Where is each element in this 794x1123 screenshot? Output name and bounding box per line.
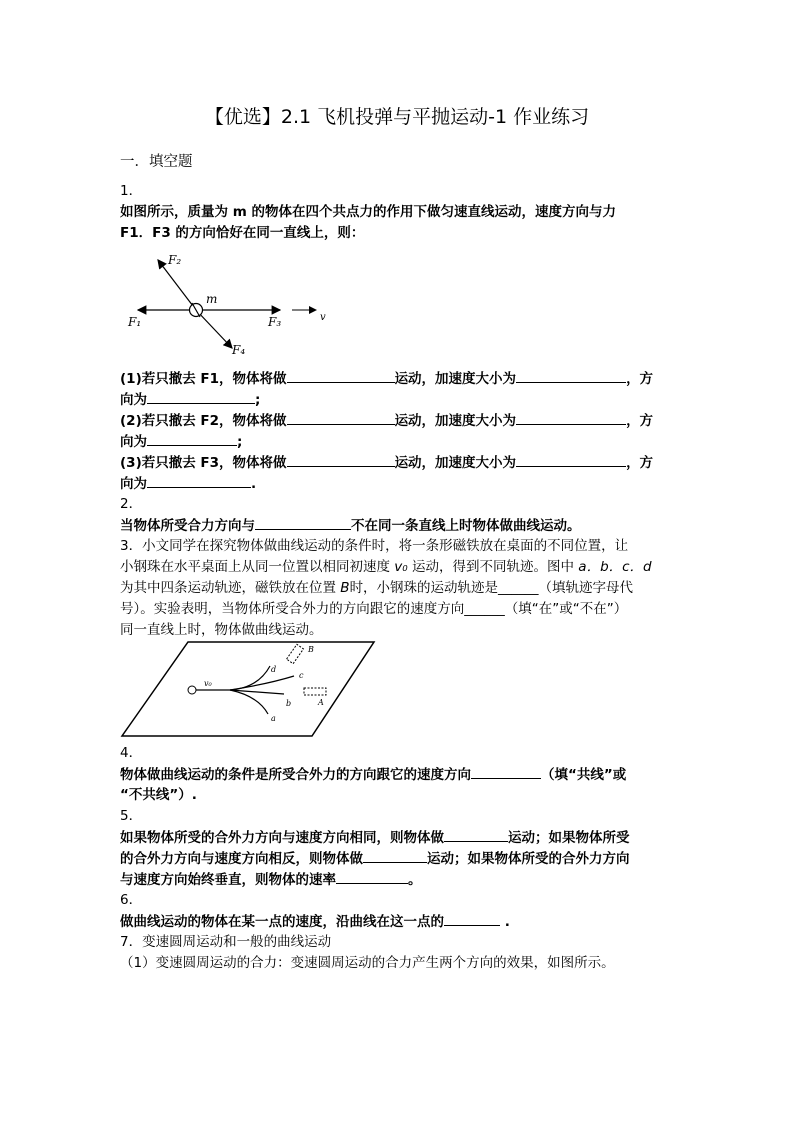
q4-blank[interactable] xyxy=(471,764,541,779)
q2-text-b: 不在同一条直线上时物体做曲线运动。 xyxy=(351,518,581,534)
q1-part3-line2 xyxy=(120,473,256,495)
q5-line2 xyxy=(120,848,630,870)
q5-line3 xyxy=(120,869,422,891)
q5-l2-text-b: 运动；如果物体所受的合外力方向 xyxy=(427,851,630,867)
q1-p1-text-c: ，方 xyxy=(626,371,654,387)
q4-number: 4． xyxy=(120,745,143,761)
q1-p1-blank-motion[interactable] xyxy=(287,368,395,383)
q3-line2-text-b: 运动，得到不同轨迹。图中 xyxy=(407,559,579,575)
q1-p2-text-d: 向为 xyxy=(120,434,147,450)
q3-line3-text-b: 时，小钢珠的运动轨迹是______（填轨迹字母代 xyxy=(349,580,634,596)
q1-p3-text-e: . xyxy=(251,476,257,492)
q1-number: 1． xyxy=(120,183,143,199)
q1-part2-line1 xyxy=(120,410,653,432)
q1-force-diagram xyxy=(120,248,340,360)
q1-fig-velocity-label: v xyxy=(320,312,326,323)
q1-p3-text-d: 向为 xyxy=(120,476,147,492)
q3-fig-pos-b-label: B xyxy=(308,645,314,654)
q1-p2-blank-motion[interactable] xyxy=(287,410,395,425)
q1-p2-text-c: ，方 xyxy=(626,413,654,429)
q2-text xyxy=(120,515,581,537)
q1-part3-line1 xyxy=(120,452,653,474)
q5-l2-text-a: 的合外力方向与速度方向相反，则物体做 xyxy=(120,851,363,867)
q3-line1: 3．小文同学在探究物体做曲线运动的条件时，将一条形磁铁放在桌面的不同位置，让 xyxy=(120,538,629,554)
q3-line2-v0: v₀ xyxy=(394,559,408,575)
q5-l3-text-b: 。 xyxy=(408,872,422,888)
q3-fig-pos-a-label: A xyxy=(318,698,324,707)
q1-fig-f1-label: F₁ xyxy=(128,315,142,329)
q5-number: 5． xyxy=(120,808,143,824)
q3-line3-text-a: 为其中四条运动轨迹，磁铁放在位置 xyxy=(120,580,341,596)
section-heading: 一．填空题 xyxy=(120,154,193,170)
q2-text-a: 当物体所受合力方向与 xyxy=(120,518,255,534)
q6-text-a: 做曲线运动的物体在某一点的速度，沿曲线在这一点的 xyxy=(120,914,444,930)
q1-p2-text-a: (2)若只撤去 F2，物体将做 xyxy=(120,413,287,429)
q4-text-a: 物体做曲线运动的条件是所受合外力的方向跟它的速度方向 xyxy=(120,767,471,783)
page-title: 【优选】2.1 飞机投弹与平抛运动-1 作业练习 xyxy=(204,106,590,128)
q3-line4: 号）。实验表明，当物体所受合外力的方向跟它的速度方向______（填“在”或“不在”） xyxy=(120,601,628,617)
q1-p2-blank-accel[interactable] xyxy=(516,410,626,425)
q1-p1-blank-accel[interactable] xyxy=(516,368,626,383)
q1-part1-line2 xyxy=(120,389,260,411)
q1-p2-text-b: 运动，加速度大小为 xyxy=(394,413,517,429)
q1-p3-blank-accel[interactable] xyxy=(516,452,626,467)
q1-stem-line2: F1．F3 的方向恰好在同一直线上，则： xyxy=(120,225,365,241)
q5-l1-text-a: 如果物体所受的合外力方向与速度方向相同，则物体做 xyxy=(120,830,444,846)
q3-line2-text-a: 小钢珠在水平桌面上从同一位置以相同初速度 xyxy=(120,559,395,575)
q1-p1-text-e: ; xyxy=(255,392,261,408)
q1-p3-text-c: ，方 xyxy=(626,455,654,471)
q7-line2: （1）变速圆周运动的合力：变速圆周运动的合力产生两个方向的效果，如图所示。 xyxy=(120,955,615,971)
q1-p3-blank-direction[interactable] xyxy=(147,473,251,488)
q1-fig-f4-label: F₄ xyxy=(232,343,246,357)
q1-p1-text-d: 向为 xyxy=(120,392,147,408)
q2-number: 2． xyxy=(120,496,143,512)
q5-blank-2[interactable] xyxy=(363,848,427,863)
q6-number: 6． xyxy=(120,892,143,908)
q3-line5: 同一直线上时，物体做曲线运动。 xyxy=(120,622,323,638)
q3-fig-c-label: c xyxy=(299,671,304,680)
q3-fig-b-label: b xyxy=(286,699,292,708)
q5-blank-1[interactable] xyxy=(444,827,508,842)
q1-p3-text-a: (3)若只撤去 F3，物体将做 xyxy=(120,455,287,471)
q1-p2-text-e: ; xyxy=(237,434,243,450)
q1-p1-text-b: 运动，加速度大小为 xyxy=(394,371,517,387)
q3-line2 xyxy=(120,557,652,578)
q4-text-b: （填“共线”或 xyxy=(541,767,627,783)
q3-trajectory-diagram xyxy=(118,638,378,740)
q3-line3-position-b: B xyxy=(340,580,350,596)
q1-fig-f2-label: F₂ xyxy=(168,253,182,267)
q3-line3 xyxy=(120,578,633,599)
q1-stem-line1: 如图所示，质量为 m 的物体在四个共点力的作用下做匀速直线运动，速度方向与力 xyxy=(120,204,616,220)
q4-line2: “不共线”）. xyxy=(120,787,197,803)
q1-part2-line2 xyxy=(120,431,242,453)
q4-line1 xyxy=(120,764,626,786)
q1-p1-text-a: (1)若只撤去 F1，物体将做 xyxy=(120,371,287,387)
q6-text-b: . xyxy=(500,914,510,930)
q1-p2-blank-direction[interactable] xyxy=(147,431,237,446)
q1-fig-mass-label: m xyxy=(206,292,218,306)
q1-fig-f3-label: F₃ xyxy=(268,315,282,329)
q3-fig-d-label: d xyxy=(271,665,277,674)
q3-line2-trajectories: a．b．c．d xyxy=(578,559,652,575)
q6-blank[interactable] xyxy=(444,911,500,926)
q3-fig-a-label: a xyxy=(271,714,276,723)
q7-line1: 7．变速圆周运动和一般的曲线运动 xyxy=(120,934,332,950)
q5-l1-text-b: 运动；如果物体所受 xyxy=(508,830,630,846)
q1-p3-blank-motion[interactable] xyxy=(287,452,395,467)
q5-l3-text-a: 与速度方向始终垂直，则物体的速率 xyxy=(120,872,336,888)
q1-p3-text-b: 运动，加速度大小为 xyxy=(394,455,517,471)
q5-blank-3[interactable] xyxy=(336,869,408,884)
q2-blank[interactable] xyxy=(255,515,351,530)
q1-p1-blank-direction[interactable] xyxy=(147,389,255,404)
q5-line1 xyxy=(120,827,630,849)
q1-part1-line1 xyxy=(120,368,653,390)
q3-fig-v0-label: v₀ xyxy=(204,679,212,688)
q6-line1 xyxy=(120,911,510,933)
